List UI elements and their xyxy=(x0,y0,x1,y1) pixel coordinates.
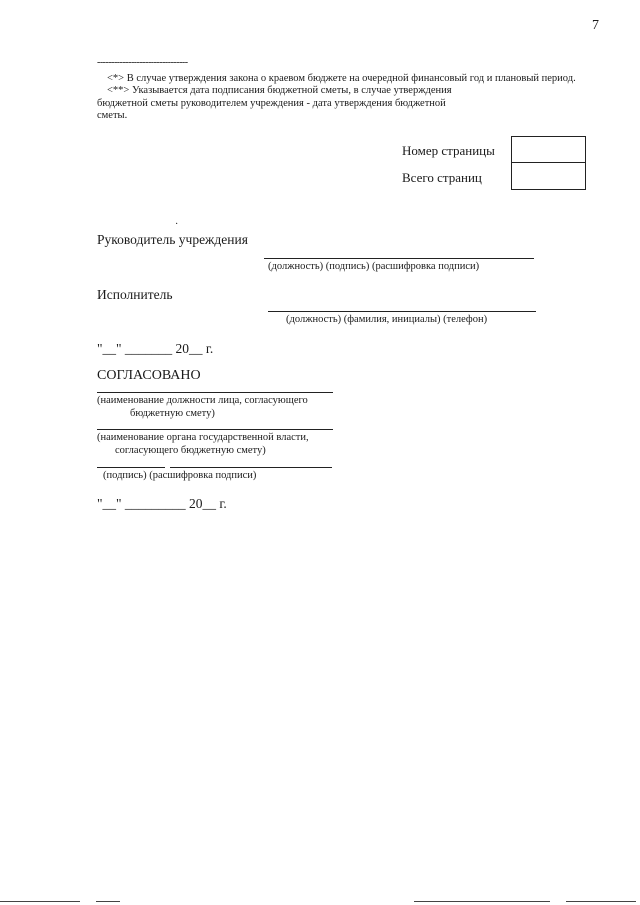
executor-signature-line[interactable] xyxy=(268,311,536,312)
agreed-signature-hints: (подпись) (расшифровка подписи) xyxy=(103,470,257,481)
footnote-2-line-3: сметы. xyxy=(97,110,128,121)
agreed-signature-decoding-line[interactable] xyxy=(170,467,332,468)
agreed-authority-hint-line-1: (наименование органа государственной власти, xyxy=(97,432,309,443)
executor-label: Исполнитель xyxy=(97,287,173,302)
footnote-1: <*> В случае утверждения закона о краевом бюджете на очередной финансовый год и плановый период. xyxy=(107,73,576,84)
agreed-position-hint-line-1: (наименование должности лица, согласующего xyxy=(97,395,308,406)
bottom-edge-mark-3 xyxy=(414,901,550,902)
page-count-box[interactable] xyxy=(511,136,586,190)
agreed-position-hint-line-2: бюджетную смету) xyxy=(130,408,215,419)
agreed-position-line[interactable] xyxy=(97,392,333,393)
head-of-institution-label: Руководитель учреждения xyxy=(97,232,248,247)
footnote-2-line-1: <**> Указывается дата подписания бюджетной сметы, в случае утверждения xyxy=(107,85,452,96)
footnote-2-line-2: бюджетной сметы руководителем учреждения - дата утверждения бюджетной xyxy=(97,98,446,109)
executor-signature-hints: (должность) (фамилия, инициалы) (телефон) xyxy=(286,314,488,325)
page-number-label: Номер страницы xyxy=(402,143,495,158)
stray-mark: · xyxy=(175,219,179,230)
total-pages-label: Всего страниц xyxy=(402,170,482,185)
agreed-heading: СОГЛАСОВАНО xyxy=(97,368,201,383)
agreed-authority-line[interactable] xyxy=(97,429,333,430)
agreed-authority-hint-line-2: согласующего бюджетную смету) xyxy=(115,445,266,456)
head-signature-hints: (должность) (подпись) (расшифровка подписи) xyxy=(268,261,480,272)
page-number: 7 xyxy=(592,18,599,33)
bottom-edge-mark-2 xyxy=(96,901,120,902)
agreed-signature-line[interactable] xyxy=(97,467,165,468)
bottom-edge-mark-1 xyxy=(0,901,80,902)
bottom-edge-mark-4 xyxy=(566,901,636,902)
date-field-1[interactable]: "__" _______ 20__ г. xyxy=(97,341,214,356)
page-count-box-divider xyxy=(512,162,585,163)
date-field-2[interactable]: "__" _________ 20__ г. xyxy=(97,496,227,511)
head-signature-line[interactable] xyxy=(264,258,534,259)
footnote-separator: -------------------------------- xyxy=(97,57,188,68)
